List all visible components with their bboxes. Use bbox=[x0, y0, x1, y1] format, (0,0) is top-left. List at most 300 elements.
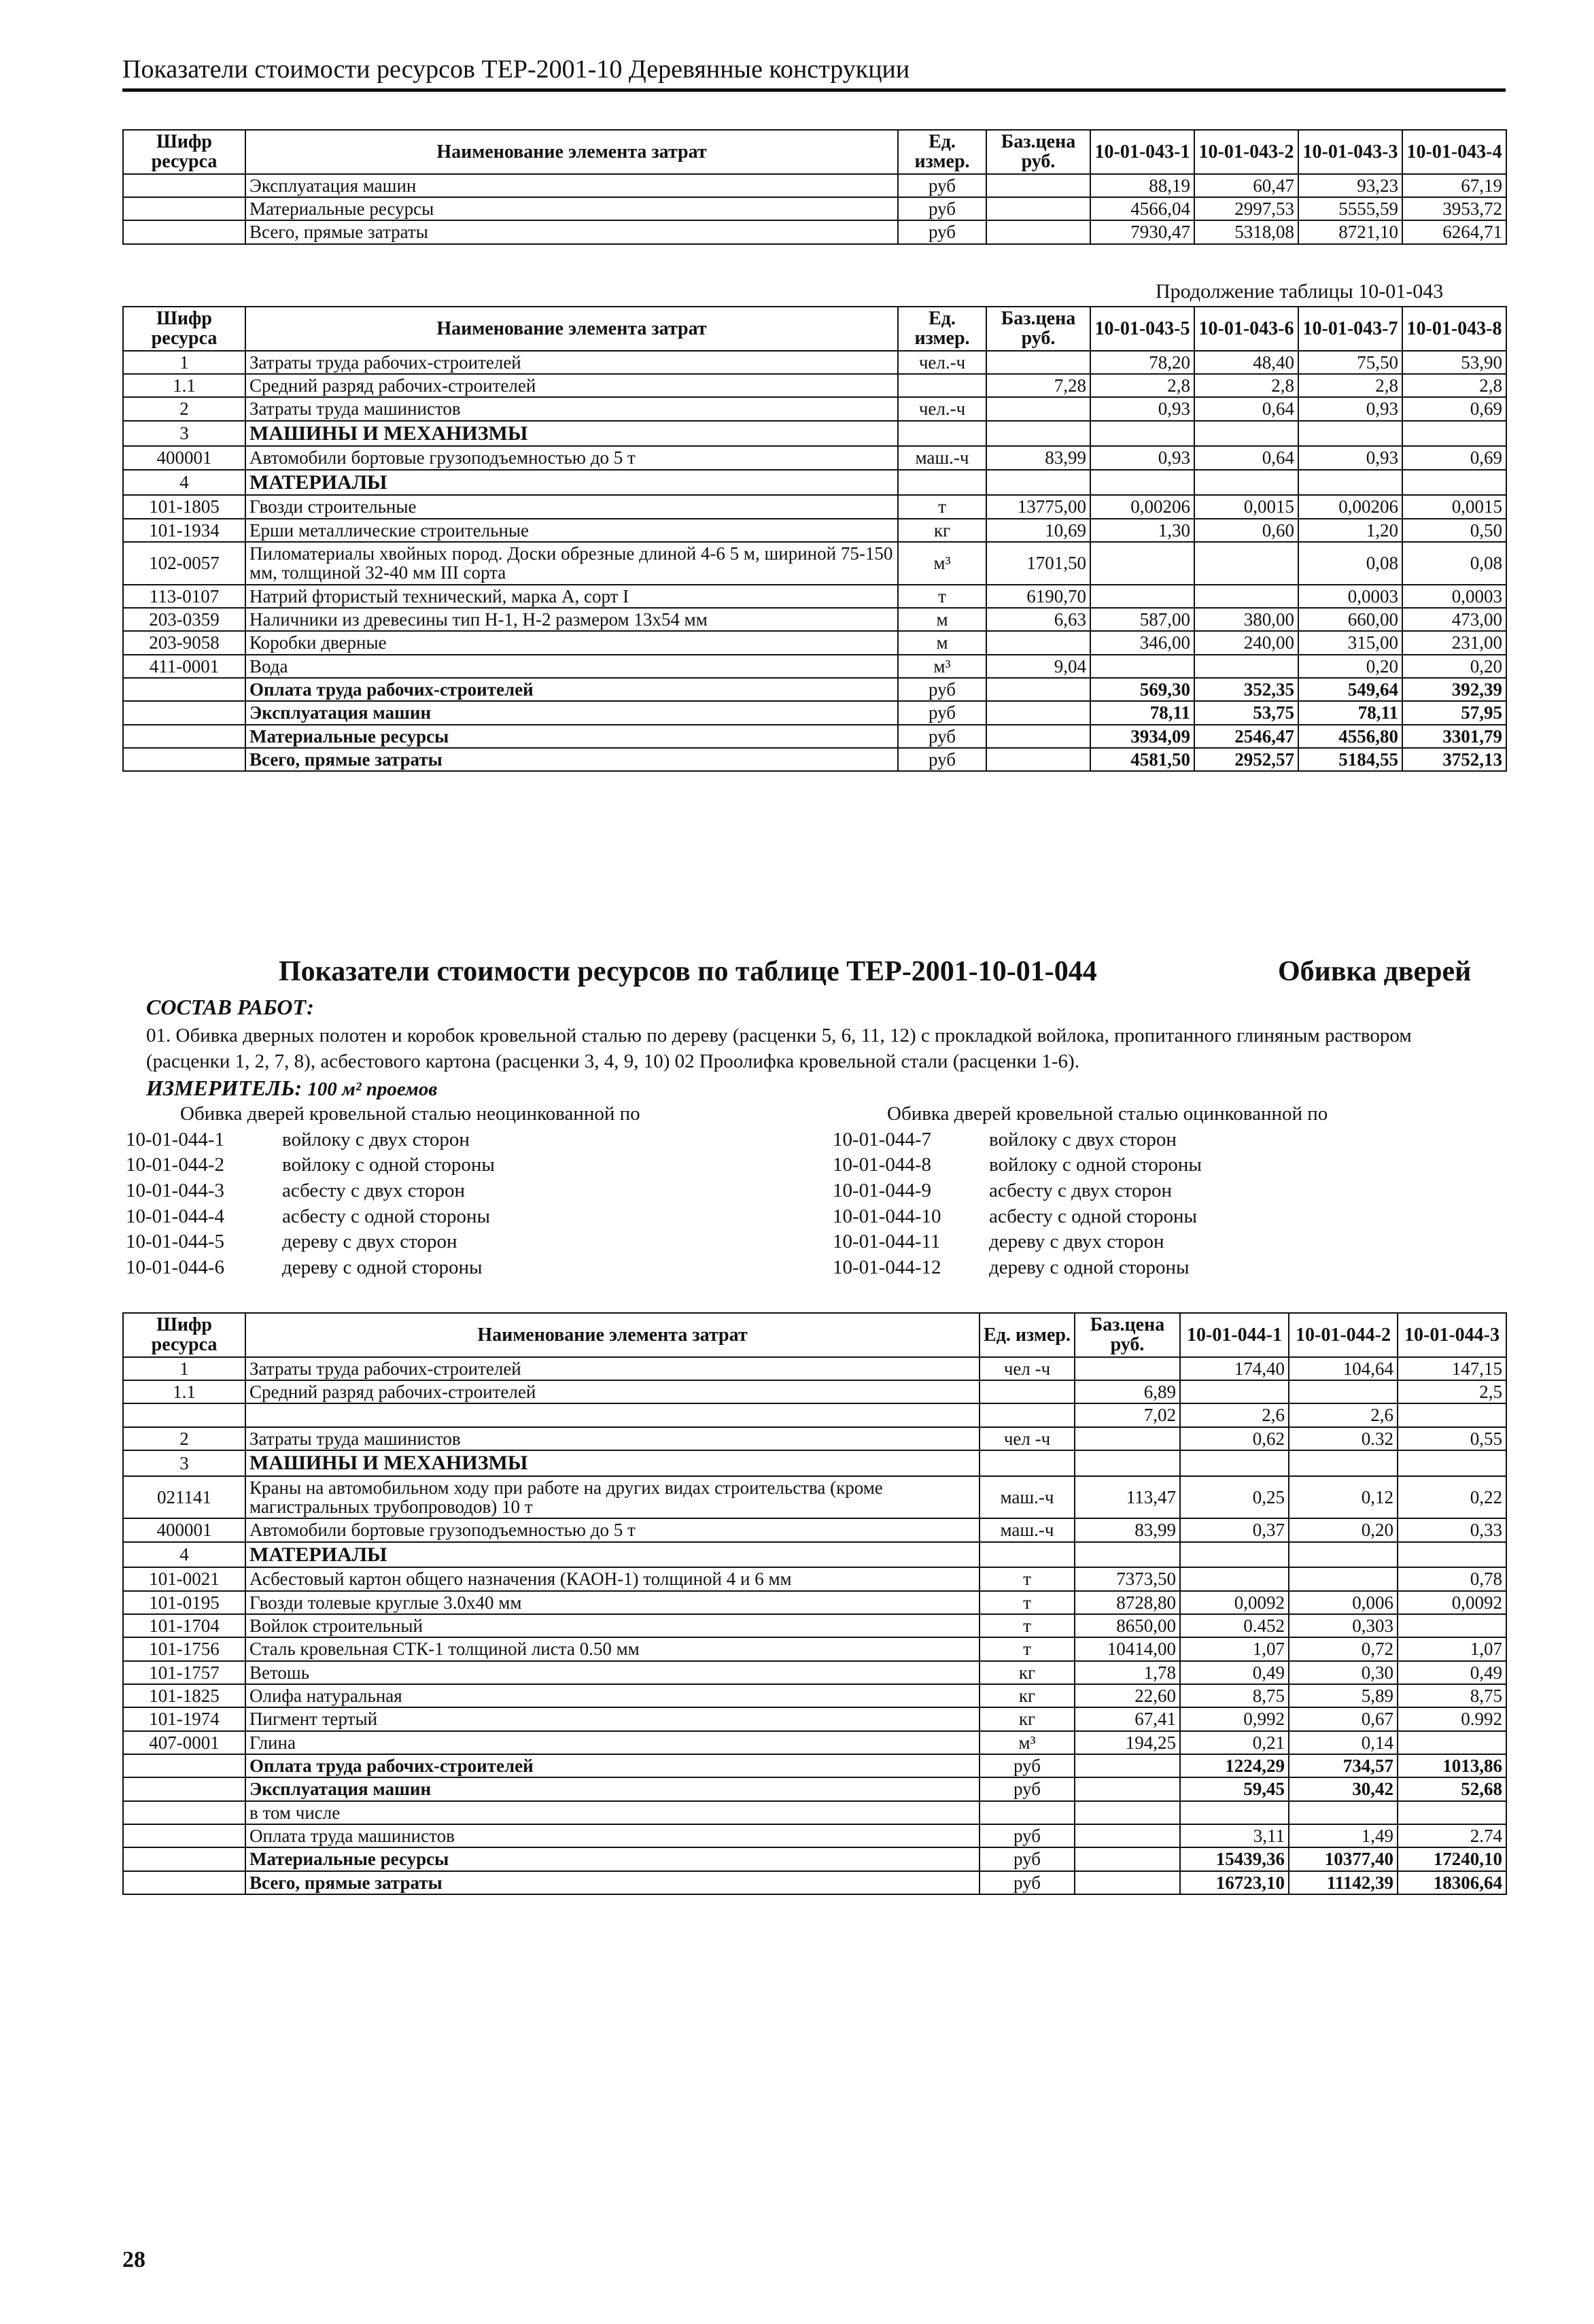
cost-element-name-cell: Асбестовый картон общего назначения (КАОН-1) толщиной 4 и 6 мм bbox=[245, 1567, 980, 1590]
unit-cell bbox=[980, 1403, 1075, 1426]
rate-value-cell: 8,75 bbox=[1398, 1684, 1506, 1707]
cost-element-name-cell: Автомобили бортовые грузоподъемностью до 5 т bbox=[245, 446, 898, 469]
rate-value-cell: 0,93 bbox=[1298, 446, 1402, 469]
page-number: 28 bbox=[122, 2247, 145, 2272]
resource-code-cell: 101-1934 bbox=[123, 519, 245, 542]
table-row bbox=[123, 1731, 1506, 1754]
unit-cell: м³ bbox=[898, 542, 986, 585]
list-item bbox=[126, 1127, 640, 1153]
rate-value-cell bbox=[1398, 1731, 1506, 1754]
rate-value-cell: 1,07 bbox=[1180, 1637, 1289, 1660]
cost-element-name-cell: Ветошь bbox=[245, 1661, 980, 1684]
base-price-cell: 1701,50 bbox=[986, 542, 1090, 585]
base-price-cell: 9,04 bbox=[986, 655, 1090, 678]
table-row bbox=[123, 220, 1506, 243]
table-row bbox=[123, 519, 1506, 542]
rate-description: дереву с двух сторон bbox=[282, 1231, 457, 1253]
header-cell: 10-01-043-2 bbox=[1194, 130, 1298, 174]
rate-value-cell: 0,55 bbox=[1398, 1427, 1506, 1450]
table-row bbox=[123, 1824, 1506, 1847]
rate-value-cell: 240,00 bbox=[1194, 631, 1298, 654]
rate-value-cell: 0,20 bbox=[1289, 1518, 1398, 1541]
rate-value-cell: 30,42 bbox=[1289, 1777, 1398, 1800]
rate-value-cell: 0,14 bbox=[1289, 1731, 1398, 1754]
table-row bbox=[123, 585, 1506, 608]
list-item bbox=[126, 1229, 640, 1255]
unit-cell: руб bbox=[898, 678, 986, 701]
header-cell: 10-01-043-4 bbox=[1402, 130, 1506, 174]
base-price-cell bbox=[986, 220, 1090, 243]
rate-value-cell: 52,68 bbox=[1398, 1777, 1506, 1800]
resource-code-cell bbox=[123, 1847, 245, 1870]
rate-value-cell: 0,64 bbox=[1194, 397, 1298, 420]
base-price-cell: 8728,80 bbox=[1075, 1591, 1180, 1614]
resource-code-cell bbox=[123, 1801, 245, 1824]
rate-value-cell: 2,5 bbox=[1398, 1380, 1506, 1403]
rate-value-cell: 2,8 bbox=[1090, 374, 1194, 397]
base-price-cell: 6,89 bbox=[1075, 1380, 1180, 1403]
unit-cell: маш.-ч bbox=[980, 1518, 1075, 1541]
table-row bbox=[123, 1871, 1506, 1894]
rate-description: дереву с одной стороны bbox=[989, 1257, 1190, 1279]
rate-code: 10-01-044-5 bbox=[126, 1231, 224, 1253]
base-price-cell bbox=[1075, 1754, 1180, 1777]
unit-cell: т bbox=[980, 1614, 1075, 1637]
list-item bbox=[833, 1204, 1328, 1230]
rate-value-cell: 392,39 bbox=[1402, 678, 1506, 701]
rate-value-cell: 0,20 bbox=[1298, 655, 1402, 678]
rate-value-cell: 16723,10 bbox=[1180, 1871, 1289, 1894]
table-row bbox=[123, 1542, 1506, 1568]
rate-value-cell bbox=[1194, 655, 1298, 678]
rate-value-cell: 0,72 bbox=[1289, 1637, 1398, 1660]
table-row bbox=[123, 1591, 1506, 1614]
list-item bbox=[126, 1255, 640, 1281]
cost-element-name-cell: Оплата труда рабочих-строителей bbox=[245, 678, 898, 701]
rate-value-cell: 0,49 bbox=[1398, 1661, 1506, 1684]
header-cell: 10-01-043-5 bbox=[1090, 307, 1194, 351]
rate-value-cell: 2546,47 bbox=[1194, 725, 1298, 748]
table-row bbox=[123, 1754, 1506, 1777]
rate-value-cell: 2,8 bbox=[1298, 374, 1402, 397]
rate-value-cell bbox=[1180, 1801, 1289, 1824]
rate-value-cell: 0.992 bbox=[1398, 1707, 1506, 1730]
cost-element-name-cell: Коробки дверные bbox=[245, 631, 898, 654]
unit-cell: руб bbox=[980, 1754, 1075, 1777]
table-row bbox=[123, 748, 1506, 771]
resource-code-cell: 1 bbox=[123, 351, 245, 374]
header-cell: 10-01-043-1 bbox=[1090, 130, 1194, 174]
cost-element-name-cell: Вода bbox=[245, 655, 898, 678]
table-row bbox=[123, 1567, 1506, 1590]
rate-value-cell: 3301,79 bbox=[1402, 725, 1506, 748]
header-cell: 10-01-043-6 bbox=[1194, 307, 1298, 351]
rate-value-cell: 0,0092 bbox=[1180, 1591, 1289, 1614]
rate-value-cell: 734,57 bbox=[1289, 1754, 1398, 1777]
cost-table-043-1-4 bbox=[122, 129, 1507, 245]
rate-value-cell bbox=[1289, 1801, 1398, 1824]
cost-element-name-cell: МАТЕРИАЛЫ bbox=[245, 470, 898, 496]
rate-value-cell: 0,992 bbox=[1180, 1707, 1289, 1730]
table-row bbox=[123, 470, 1506, 496]
table-row bbox=[123, 374, 1506, 397]
cost-element-name-cell: Эксплуатация машин bbox=[245, 174, 898, 197]
rate-value-cell: 0,0015 bbox=[1194, 495, 1298, 518]
rate-value-cell: 3934,09 bbox=[1090, 725, 1194, 748]
rate-description: асбесту с двух сторон bbox=[989, 1180, 1172, 1202]
header-cell: 10-01-044-1 bbox=[1180, 1313, 1289, 1357]
rate-value-cell: 174,40 bbox=[1180, 1357, 1289, 1380]
unit-cell: м³ bbox=[898, 655, 986, 678]
base-price-cell bbox=[986, 397, 1090, 420]
rate-value-cell: 315,00 bbox=[1298, 631, 1402, 654]
cost-element-name-cell: Затраты труда рабочих-строителей bbox=[245, 1357, 980, 1380]
resource-code-cell: 021141 bbox=[123, 1476, 245, 1519]
rate-value-cell bbox=[1180, 1380, 1289, 1403]
rate-code: 10-01-044-11 bbox=[833, 1231, 941, 1253]
resource-code-cell: 101-1756 bbox=[123, 1637, 245, 1660]
rate-value-cell: 88,19 bbox=[1090, 174, 1194, 197]
base-price-cell: 13775,00 bbox=[986, 495, 1090, 518]
resource-code-cell: 3 bbox=[123, 421, 245, 447]
header-cell: Ед. измер. bbox=[898, 307, 986, 351]
table-row bbox=[123, 397, 1506, 420]
rate-value-cell: 0,0092 bbox=[1398, 1591, 1506, 1614]
rates-heading: Обивка дверей кровельной сталью оцинкованной по bbox=[887, 1103, 1328, 1125]
cost-element-name-cell: Пигмент тертый bbox=[245, 1707, 980, 1730]
resource-code-cell: 411-0001 bbox=[123, 655, 245, 678]
base-price-cell: 67,41 bbox=[1075, 1707, 1180, 1730]
rate-value-cell: 8721,10 bbox=[1298, 220, 1402, 243]
rate-value-cell: 0,303 bbox=[1289, 1614, 1398, 1637]
table-row bbox=[123, 1661, 1506, 1684]
unit-cell bbox=[980, 1542, 1075, 1568]
rate-value-cell: 67,19 bbox=[1402, 174, 1506, 197]
rate-value-cell: 0,93 bbox=[1090, 397, 1194, 420]
rate-value-cell: 0,08 bbox=[1402, 542, 1506, 585]
rate-value-cell: 0,33 bbox=[1398, 1518, 1506, 1541]
header-cell: Баз.цена руб. bbox=[986, 307, 1090, 351]
cost-element-name-cell: МАШИНЫ И МЕХАНИЗМЫ bbox=[245, 421, 898, 447]
unit-cell: м³ bbox=[980, 1731, 1075, 1754]
resource-code-cell: 101-1704 bbox=[123, 1614, 245, 1637]
rate-value-cell bbox=[1090, 655, 1194, 678]
base-price-cell: 83,99 bbox=[986, 446, 1090, 469]
table-row bbox=[123, 1801, 1506, 1824]
header-cell: Баз.цена руб. bbox=[986, 130, 1090, 174]
unit-cell: маш.-ч bbox=[898, 446, 986, 469]
resource-code-cell: 203-0359 bbox=[123, 608, 245, 631]
cost-element-name-cell: Олифа натуральная bbox=[245, 1684, 980, 1707]
header-cell: Шифр ресурса bbox=[123, 307, 245, 351]
table-row bbox=[123, 1518, 1506, 1541]
cost-element-name-cell: Затраты труда рабочих-строителей bbox=[245, 351, 898, 374]
resource-code-cell: 102-0057 bbox=[123, 542, 245, 585]
table-row bbox=[123, 678, 1506, 701]
rate-value-cell: 0,0003 bbox=[1402, 585, 1506, 608]
cost-element-name-cell: Ерши металлические строительные bbox=[245, 519, 898, 542]
base-price-cell bbox=[1075, 1427, 1180, 1450]
rate-value-cell: 78,20 bbox=[1090, 351, 1194, 374]
cost-element-name-cell: Пиломатериалы хвойных пород. Доски обрезные длиной 4-6 5 м, шириной 75-150 мм, толщиной 32-40 мм III сорта bbox=[245, 542, 898, 585]
unit-cell: м bbox=[898, 608, 986, 631]
rate-value-cell: 75,50 bbox=[1298, 351, 1402, 374]
rate-value-cell: 147,15 bbox=[1398, 1357, 1506, 1380]
rate-value-cell bbox=[1398, 1801, 1506, 1824]
list-item bbox=[126, 1178, 640, 1204]
rate-value-cell: 0,62 bbox=[1180, 1427, 1289, 1450]
base-price-cell bbox=[986, 631, 1090, 654]
unit-cell bbox=[898, 421, 986, 447]
meter-label: ИЗМЕРИТЕЛЬ: bbox=[146, 1076, 302, 1100]
rate-code: 10-01-044-4 bbox=[126, 1205, 224, 1227]
rate-value-cell: 0,50 bbox=[1402, 519, 1506, 542]
resource-code-cell bbox=[123, 678, 245, 701]
rate-value-cell: 0,30 bbox=[1289, 1661, 1398, 1684]
table-row bbox=[123, 495, 1506, 518]
unit-cell: чел.-ч bbox=[898, 397, 986, 420]
rate-code: 10-01-044-9 bbox=[833, 1180, 931, 1202]
resource-code-cell bbox=[123, 748, 245, 771]
base-price-cell bbox=[1075, 1847, 1180, 1870]
rate-value-cell: 0.32 bbox=[1289, 1427, 1398, 1450]
unit-cell: маш.-ч bbox=[980, 1476, 1075, 1519]
resource-code-cell bbox=[123, 701, 245, 724]
rate-value-cell: 1,30 bbox=[1090, 519, 1194, 542]
cost-element-name-cell: Эксплуатация машин bbox=[245, 701, 898, 724]
table-row bbox=[123, 701, 1506, 724]
cost-element-name-cell: Всего, прямые затраты bbox=[245, 748, 898, 771]
base-price-cell: 7,28 bbox=[986, 374, 1090, 397]
rates-items bbox=[833, 1127, 1328, 1281]
base-price-cell: 8650,00 bbox=[1075, 1614, 1180, 1637]
rate-description: войлоку с одной стороны bbox=[282, 1154, 495, 1176]
resource-code-cell: 101-0021 bbox=[123, 1567, 245, 1590]
rate-description: войлоку с двух сторон bbox=[989, 1128, 1177, 1150]
rate-value-cell bbox=[1090, 470, 1194, 496]
rate-value-cell: 0,64 bbox=[1194, 446, 1298, 469]
list-item bbox=[126, 1204, 640, 1230]
base-price-cell: 22,60 bbox=[1075, 1684, 1180, 1707]
rate-value-cell: 352,35 bbox=[1194, 678, 1298, 701]
rate-description: войлоку с двух сторон bbox=[282, 1128, 470, 1150]
unit-cell: кг bbox=[898, 519, 986, 542]
rates-list-left bbox=[126, 1101, 640, 1281]
table-row bbox=[123, 631, 1506, 654]
resource-code-cell bbox=[123, 1754, 245, 1777]
rate-value-cell: 0.452 bbox=[1180, 1614, 1289, 1637]
resource-code-cell bbox=[123, 1871, 245, 1894]
unit-cell bbox=[980, 1801, 1075, 1824]
rate-value-cell: 0,006 bbox=[1289, 1591, 1398, 1614]
resource-code-cell: 3 bbox=[123, 1450, 245, 1476]
header-cell: 10-01-043-8 bbox=[1402, 307, 1506, 351]
rate-value-cell bbox=[1289, 1450, 1398, 1476]
cost-element-name-cell: Автомобили бортовые грузоподъемностью до 5 т bbox=[245, 1518, 980, 1541]
base-price-cell: 6,63 bbox=[986, 608, 1090, 631]
rate-value-cell: 0,08 bbox=[1298, 542, 1402, 585]
header-cell: Наименование элемента затрат bbox=[245, 307, 898, 351]
table-row bbox=[123, 197, 1506, 220]
rate-value-cell bbox=[1398, 1614, 1506, 1637]
unit-cell: руб bbox=[898, 748, 986, 771]
cost-element-name-cell: Оплата труда рабочих-строителей bbox=[245, 1754, 980, 1777]
base-price-cell bbox=[1075, 1871, 1180, 1894]
resource-code-cell: 203-9058 bbox=[123, 631, 245, 654]
table-row bbox=[123, 1476, 1506, 1519]
rate-value-cell: 10377,40 bbox=[1289, 1847, 1398, 1870]
rate-code: 10-01-044-12 bbox=[833, 1257, 941, 1279]
base-price-cell bbox=[1075, 1801, 1180, 1824]
rate-value-cell: 4556,80 bbox=[1298, 725, 1402, 748]
rate-value-cell bbox=[1194, 542, 1298, 585]
table-row bbox=[123, 1380, 1506, 1403]
unit-cell: руб bbox=[898, 220, 986, 243]
rate-value-cell: 0,22 bbox=[1398, 1476, 1506, 1519]
rate-value-cell: 5,89 bbox=[1289, 1684, 1398, 1707]
base-price-cell bbox=[986, 174, 1090, 197]
rate-value-cell: 2,6 bbox=[1289, 1403, 1398, 1426]
header-cell: Баз.цена руб. bbox=[1075, 1313, 1180, 1357]
base-price-cell bbox=[1075, 1357, 1180, 1380]
unit-cell: т bbox=[898, 585, 986, 608]
cost-element-name-cell: в том числе bbox=[245, 1801, 980, 1824]
table-row bbox=[123, 1450, 1506, 1476]
table-row bbox=[123, 725, 1506, 748]
rate-value-cell: 0,0003 bbox=[1298, 585, 1402, 608]
rate-description: асбесту с одной стороны bbox=[989, 1205, 1197, 1227]
resource-code-cell: 1.1 bbox=[123, 374, 245, 397]
list-item bbox=[833, 1178, 1328, 1204]
base-price-cell bbox=[986, 678, 1090, 701]
unit-cell: руб bbox=[980, 1847, 1075, 1870]
rate-value-cell: 0,25 bbox=[1180, 1476, 1289, 1519]
rate-value-cell: 0,78 bbox=[1398, 1567, 1506, 1590]
resource-code-cell: 4 bbox=[123, 470, 245, 496]
table-body bbox=[123, 174, 1506, 244]
resource-code-cell: 101-0195 bbox=[123, 1591, 245, 1614]
rate-value-cell: 473,00 bbox=[1402, 608, 1506, 631]
resource-code-cell: 101-1805 bbox=[123, 495, 245, 518]
rate-code: 10-01-044-6 bbox=[126, 1257, 224, 1279]
cost-element-name-cell: Натрий фтористый технический, марка А, сорт I bbox=[245, 585, 898, 608]
table-row bbox=[123, 1847, 1506, 1870]
cost-element-name-cell: Средний разряд рабочих-строителей bbox=[245, 1380, 980, 1403]
rate-description: дереву с одной стороны bbox=[282, 1257, 483, 1279]
running-head: Показатели стоимости ресурсов ТЕР-2001-10 Деревянные конструкции bbox=[122, 54, 1506, 92]
rate-value-cell: 0,21 bbox=[1180, 1731, 1289, 1754]
base-price-cell: 10,69 bbox=[986, 519, 1090, 542]
rate-value-cell bbox=[1090, 421, 1194, 447]
header-cell: Ед. измер. bbox=[898, 130, 986, 174]
rate-value-cell: 5555,59 bbox=[1298, 197, 1402, 220]
rate-value-cell: 569,30 bbox=[1090, 678, 1194, 701]
rate-code: 10-01-044-10 bbox=[833, 1205, 941, 1227]
rate-value-cell: 48,40 bbox=[1194, 351, 1298, 374]
resource-code-cell bbox=[123, 1824, 245, 1847]
rate-value-cell: 4581,50 bbox=[1090, 748, 1194, 771]
base-price-cell: 83,99 bbox=[1075, 1518, 1180, 1541]
rate-code: 10-01-044-8 bbox=[833, 1154, 931, 1176]
rate-value-cell: 7930,47 bbox=[1090, 220, 1194, 243]
rate-value-cell: 2,8 bbox=[1194, 374, 1298, 397]
cost-element-name-cell: Наличники из древесины тип Н-1, Н-2 размером 13х54 мм bbox=[245, 608, 898, 631]
cost-element-name-cell: Затраты труда машинистов bbox=[245, 1427, 980, 1450]
composition-label: СОСТАВ РАБОТ: bbox=[146, 995, 314, 1019]
rate-value-cell bbox=[1398, 1450, 1506, 1476]
base-price-cell: 194,25 bbox=[1075, 1731, 1180, 1754]
cost-element-name-cell: Эксплуатация машин bbox=[245, 1777, 980, 1800]
unit-cell: чел -ч bbox=[980, 1427, 1075, 1450]
table-row bbox=[123, 1403, 1506, 1426]
rate-value-cell bbox=[1180, 1567, 1289, 1590]
rate-description: асбесту с двух сторон bbox=[282, 1180, 465, 1202]
rate-value-cell: 3752,13 bbox=[1402, 748, 1506, 771]
unit-cell: руб bbox=[898, 725, 986, 748]
table-body bbox=[123, 351, 1506, 772]
rate-value-cell: 3,11 bbox=[1180, 1824, 1289, 1847]
header-cell: 10-01-044-3 bbox=[1398, 1313, 1506, 1357]
rate-value-cell: 17240,10 bbox=[1398, 1847, 1506, 1870]
cost-table-043-5-8 bbox=[122, 306, 1507, 772]
rate-value-cell: 4566,04 bbox=[1090, 197, 1194, 220]
rate-value-cell: 1,49 bbox=[1289, 1824, 1398, 1847]
rate-value-cell: 1,07 bbox=[1398, 1637, 1506, 1660]
rate-value-cell bbox=[1194, 470, 1298, 496]
header-cell: 10-01-043-3 bbox=[1298, 130, 1402, 174]
rate-description: войлоку с одной стороны bbox=[989, 1154, 1202, 1176]
rate-value-cell: 18306,64 bbox=[1398, 1871, 1506, 1894]
table-row bbox=[123, 351, 1506, 374]
header-cell: Наименование элемента затрат bbox=[245, 1313, 980, 1357]
cost-element-name-cell: Материальные ресурсы bbox=[245, 725, 898, 748]
rate-value-cell: 380,00 bbox=[1194, 608, 1298, 631]
rate-value-cell: 2,8 bbox=[1402, 374, 1506, 397]
rate-value-cell: 549,64 bbox=[1298, 678, 1402, 701]
rate-code: 10-01-044-3 bbox=[126, 1180, 224, 1202]
rate-value-cell: 0,69 bbox=[1402, 397, 1506, 420]
resource-code-cell: 400001 bbox=[123, 1518, 245, 1541]
rate-value-cell bbox=[1180, 1542, 1289, 1568]
rate-value-cell bbox=[1289, 1567, 1398, 1590]
cost-element-name-cell: Гвозди строительные bbox=[245, 495, 898, 518]
base-price-cell bbox=[986, 470, 1090, 496]
section-title: Показатели стоимости ресурсов по таблице ТЕР-2001-10-01-044 bbox=[279, 956, 1097, 987]
rate-value-cell: 0,0015 bbox=[1402, 495, 1506, 518]
rate-value-cell: 93,23 bbox=[1298, 174, 1402, 197]
meter-label-line bbox=[146, 1076, 437, 1101]
rate-value-cell: 15439,36 bbox=[1180, 1847, 1289, 1870]
rate-value-cell: 660,00 bbox=[1298, 608, 1402, 631]
rate-code: 10-01-044-1 bbox=[126, 1128, 224, 1150]
base-price-cell bbox=[986, 421, 1090, 447]
resource-code-cell bbox=[123, 174, 245, 197]
table-header-row bbox=[123, 1313, 1506, 1357]
list-item bbox=[126, 1152, 640, 1178]
resource-code-cell: 113-0107 bbox=[123, 585, 245, 608]
list-item bbox=[833, 1255, 1328, 1281]
header-cell: Ед. измер. bbox=[980, 1313, 1075, 1357]
cost-element-name-cell: Войлок строительный bbox=[245, 1614, 980, 1637]
unit-cell bbox=[980, 1380, 1075, 1403]
rate-value-cell: 5318,08 bbox=[1194, 220, 1298, 243]
rate-value-cell: 60,47 bbox=[1194, 174, 1298, 197]
rate-value-cell: 6264,71 bbox=[1402, 220, 1506, 243]
section-subject: Обивка дверей bbox=[1278, 956, 1472, 987]
unit-cell: т bbox=[980, 1637, 1075, 1660]
rate-value-cell: 0,69 bbox=[1402, 446, 1506, 469]
table-header-row bbox=[123, 307, 1506, 351]
